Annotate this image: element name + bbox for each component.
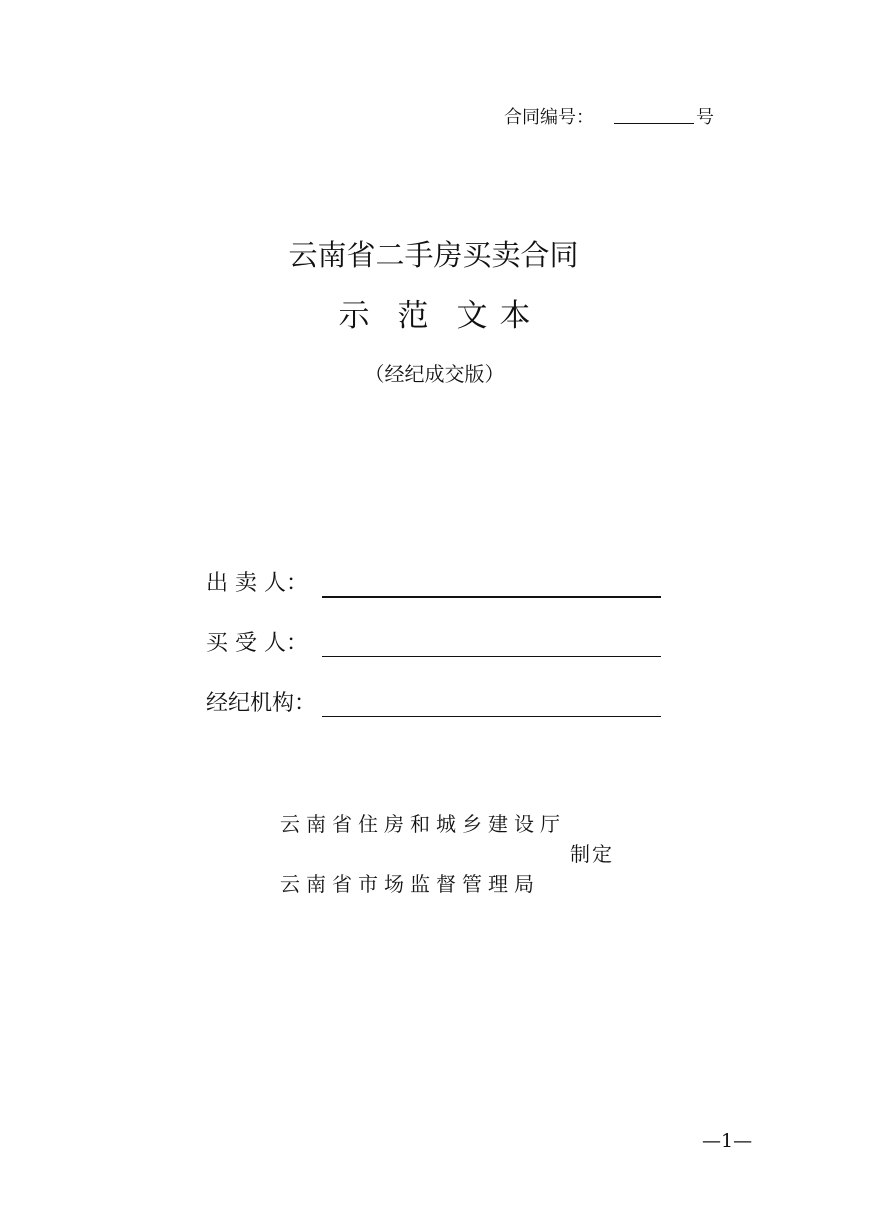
subtitle-char-3: 文	[456, 298, 488, 334]
seller-field[interactable]	[322, 596, 661, 598]
contract-number-suffix: 号	[696, 107, 714, 128]
contract-number-blank	[614, 107, 694, 124]
issuer-housing-department: 云南省住房和城乡建设厅	[280, 812, 566, 836]
document-title: 云南省二手房买卖合同	[288, 238, 579, 272]
parties-block	[206, 568, 666, 748]
agency-field[interactable]	[322, 716, 661, 717]
party-row-agency	[206, 688, 666, 748]
subtitle-char-4: 本	[499, 298, 531, 334]
agency-label: 经纪机构：	[206, 691, 317, 716]
contract-number-label: 合同编号：	[504, 107, 594, 128]
party-row-buyer	[206, 628, 666, 688]
party-row-seller	[206, 568, 666, 628]
issuer-made-label: 制定	[570, 842, 614, 866]
buyer-label: 买 受 人：	[206, 631, 308, 656]
seller-label: 出 卖 人：	[206, 571, 308, 596]
subtitle-char-1: 示	[338, 298, 370, 334]
page-number: —1—	[702, 1130, 753, 1152]
subtitle-char-2: 范	[397, 298, 429, 334]
issuer-market-regulation: 云南省市场监督管理局	[280, 872, 540, 896]
buyer-field[interactable]	[322, 656, 661, 657]
document-subtitle	[0, 296, 869, 336]
document-edition: （经纪成交版）	[364, 362, 505, 386]
contract-number-line	[504, 106, 714, 130]
